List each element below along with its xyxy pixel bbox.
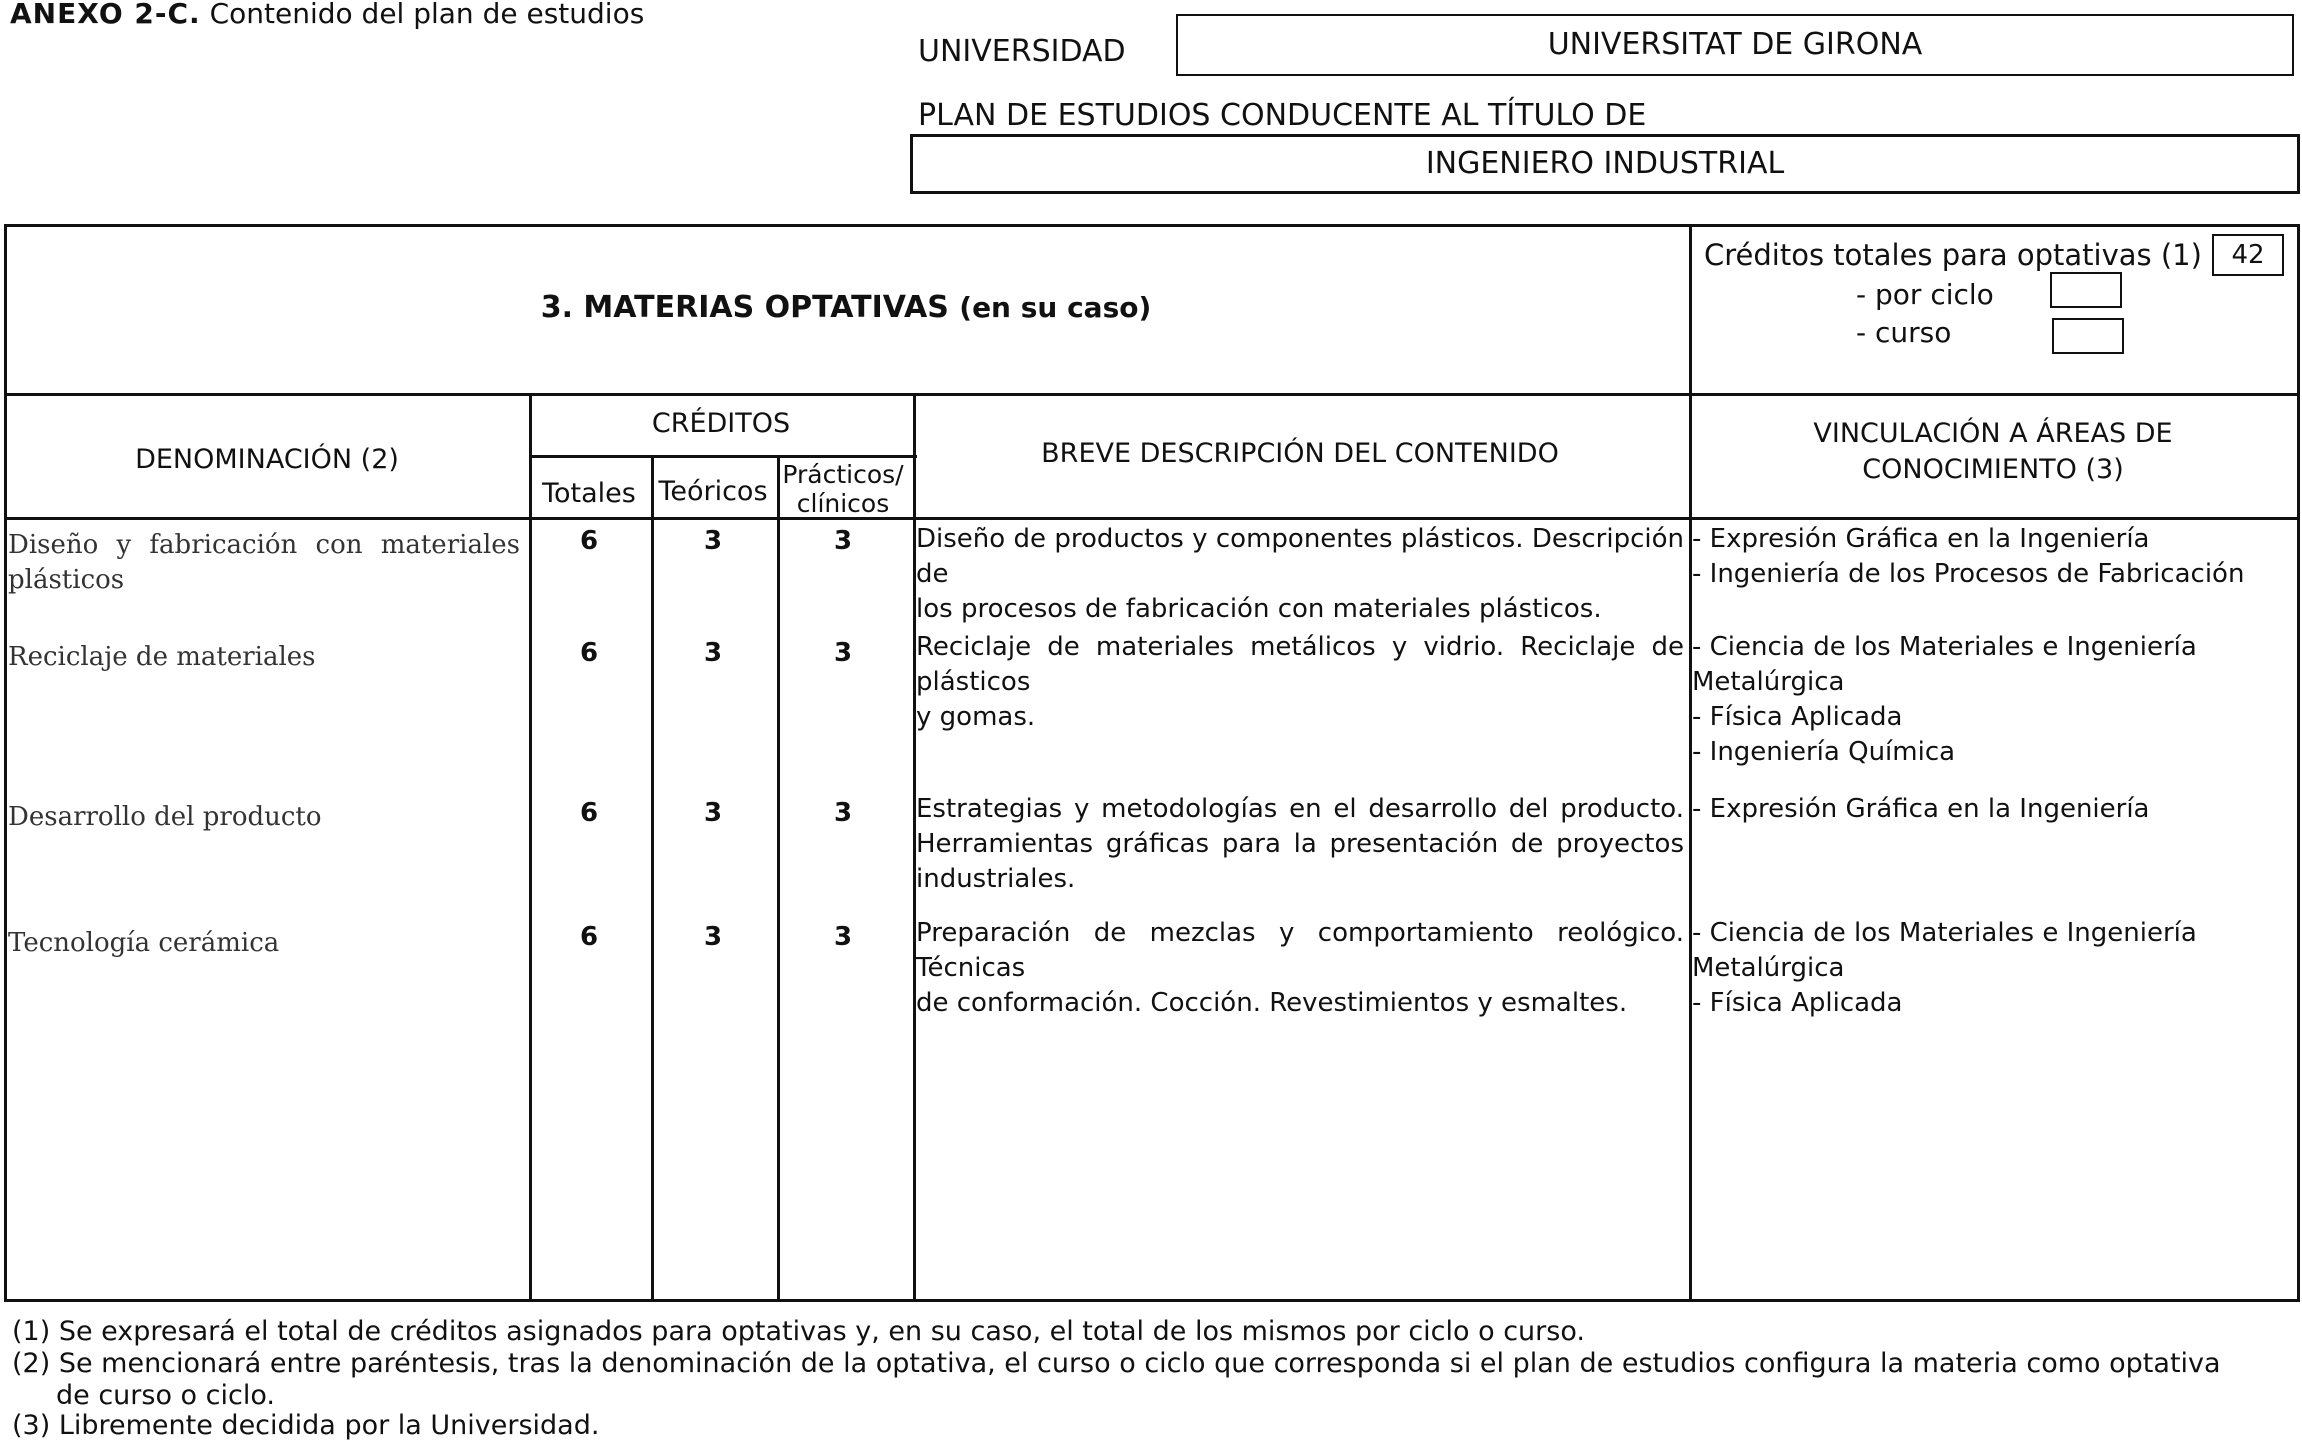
knowledge-areas <box>1692 630 2298 770</box>
header-practicos-line2: clínicos <box>796 489 890 518</box>
per-course-label: - curso <box>1856 316 1952 349</box>
credits-practicos: 3 <box>833 922 853 952</box>
credits-subheader-divider <box>531 455 917 458</box>
subject-name <box>8 800 520 835</box>
footnote-3: (3) Libremente decidida por la Universidad. <box>12 1410 600 1441</box>
header-descripcion: BREVE DESCRIPCIÓN DEL CONTENIDO <box>1041 438 1559 469</box>
area-line: Metalúrgica <box>1692 667 1845 697</box>
university-label: UNIVERSIDAD <box>918 34 1126 69</box>
credits-practicos: 3 <box>833 798 853 828</box>
description-line1: Estrategias y metodologías en el desarrollo del producto. <box>916 794 1684 824</box>
description-line1: Diseño de productos y componentes plásticos. Descripción de <box>916 524 1684 589</box>
header-denominacion: DENOMINACIÓN (2) <box>135 444 399 475</box>
footnote-2-continued: de curso o ciclo. <box>56 1380 275 1411</box>
credits-totales: 6 <box>579 922 599 952</box>
credits-teoricos: 3 <box>703 798 723 828</box>
description-line1: Reciclaje de materiales metálicos y vidrio. Reciclaje de plásticos <box>916 632 1684 697</box>
subject-name <box>8 528 520 598</box>
description-line2: y gomas. <box>916 702 1036 732</box>
header-divider <box>7 393 2297 396</box>
per-cycle-label: - por ciclo <box>1856 278 1994 311</box>
header-practicos <box>776 460 910 518</box>
area-line: - Ingeniería Química <box>1692 737 1956 767</box>
per-course-box <box>2052 318 2124 354</box>
annex-prefix: ANEXO 2-C. <box>10 0 201 30</box>
plan-label: PLAN DE ESTUDIOS CONDUCENTE AL TÍTULO DE <box>918 98 1647 133</box>
area-line: - Expresión Gráfica en la Ingeniería <box>1692 524 2150 554</box>
subject-name <box>8 640 520 675</box>
header-vinculacion-line2: CONOCIMIENTO (3) <box>1862 454 2124 485</box>
knowledge-areas <box>1692 792 2298 827</box>
area-line: - Ciencia de los Materiales e Ingeniería <box>1692 918 2197 948</box>
section-title-text: 3. MATERIAS OPTATIVAS <box>540 290 949 325</box>
subject-name-line1: Reciclaje de materiales <box>8 642 316 672</box>
column-header-divider <box>7 517 2297 520</box>
header-totales: Totales <box>542 478 636 509</box>
footnote-2: (2) Se mencionará entre paréntesis, tras la denominación de la optativa, el curso o ciclo que corresponda si el plan de estudios configura la materia como optativa <box>12 1348 2221 1379</box>
university-value: UNIVERSITAT DE GIRONA <box>1176 14 2294 76</box>
area-line: - Física Aplicada <box>1692 988 1903 1018</box>
footnote-1: (1) Se expresará el total de créditos asignados para optativas y, en su caso, el total de los mismos por ciclo o curso. <box>12 1316 1585 1347</box>
annex-title-text: Contenido del plan de estudios <box>209 0 645 30</box>
subject-name-line1: Tecnología cerámica <box>8 928 280 958</box>
credits-totales: 6 <box>579 526 599 556</box>
subject-description <box>916 792 1684 897</box>
section-title <box>4 290 1688 325</box>
subject-description <box>916 916 1684 1021</box>
description-line2: Herramientas gráficas para la presentación de proyectos <box>916 829 1684 859</box>
credits-totales: 6 <box>579 638 599 668</box>
subject-name-line1: Desarrollo del producto <box>8 802 322 832</box>
credits-teoricos: 3 <box>703 526 723 556</box>
subject-name-line2: plásticos <box>8 565 125 595</box>
credits-totales: 6 <box>579 798 599 828</box>
knowledge-areas <box>1692 916 2298 1021</box>
area-line: Metalúrgica <box>1692 953 1845 983</box>
credits-practicos: 3 <box>833 526 853 556</box>
plan-value: INGENIERO INDUSTRIAL <box>910 134 2300 194</box>
area-line: - Expresión Gráfica en la Ingeniería <box>1692 794 2150 824</box>
area-line: - Ingeniería de los Procesos de Fabricación <box>1692 559 2245 589</box>
subject-description <box>916 522 1684 627</box>
annex-title <box>10 0 644 28</box>
header-vinculacion-line1: VINCULACIÓN A ÁREAS DE <box>1813 418 2173 449</box>
per-cycle-box <box>2050 272 2122 308</box>
practicos-column-divider <box>777 455 780 1299</box>
area-line: - Ciencia de los Materiales e Ingeniería <box>1692 632 2197 662</box>
credits-teoricos: 3 <box>703 922 723 952</box>
header-vinculacion <box>1688 416 2298 488</box>
subject-name-line1: Diseño y fabricación con materiales <box>8 530 520 560</box>
description-line3: industriales. <box>916 864 1076 894</box>
subject-name <box>8 926 520 961</box>
knowledge-areas <box>1692 522 2298 592</box>
total-credits-label: Créditos totales para optativas (1) <box>1704 238 2202 272</box>
teoricos-column-divider <box>651 455 654 1299</box>
description-line2: de conformación. Cocción. Revestimientos y esmaltes. <box>916 988 1628 1018</box>
header-practicos-line1: Prácticos/ <box>782 460 904 489</box>
total-credits-value: 42 <box>2212 234 2284 276</box>
description-line2: los procesos de fabricación con materiales plásticos. <box>916 594 1602 624</box>
area-line: - Física Aplicada <box>1692 702 1903 732</box>
credits-practicos: 3 <box>833 638 853 668</box>
credits-teoricos: 3 <box>703 638 723 668</box>
header-creditos: CRÉDITOS <box>651 408 791 439</box>
subject-description <box>916 630 1684 735</box>
header-teoricos: Teóricos <box>658 476 768 507</box>
section-title-note: (en su caso) <box>959 291 1152 324</box>
description-line1: Preparación de mezclas y comportamiento reológico. Técnicas <box>916 918 1684 983</box>
